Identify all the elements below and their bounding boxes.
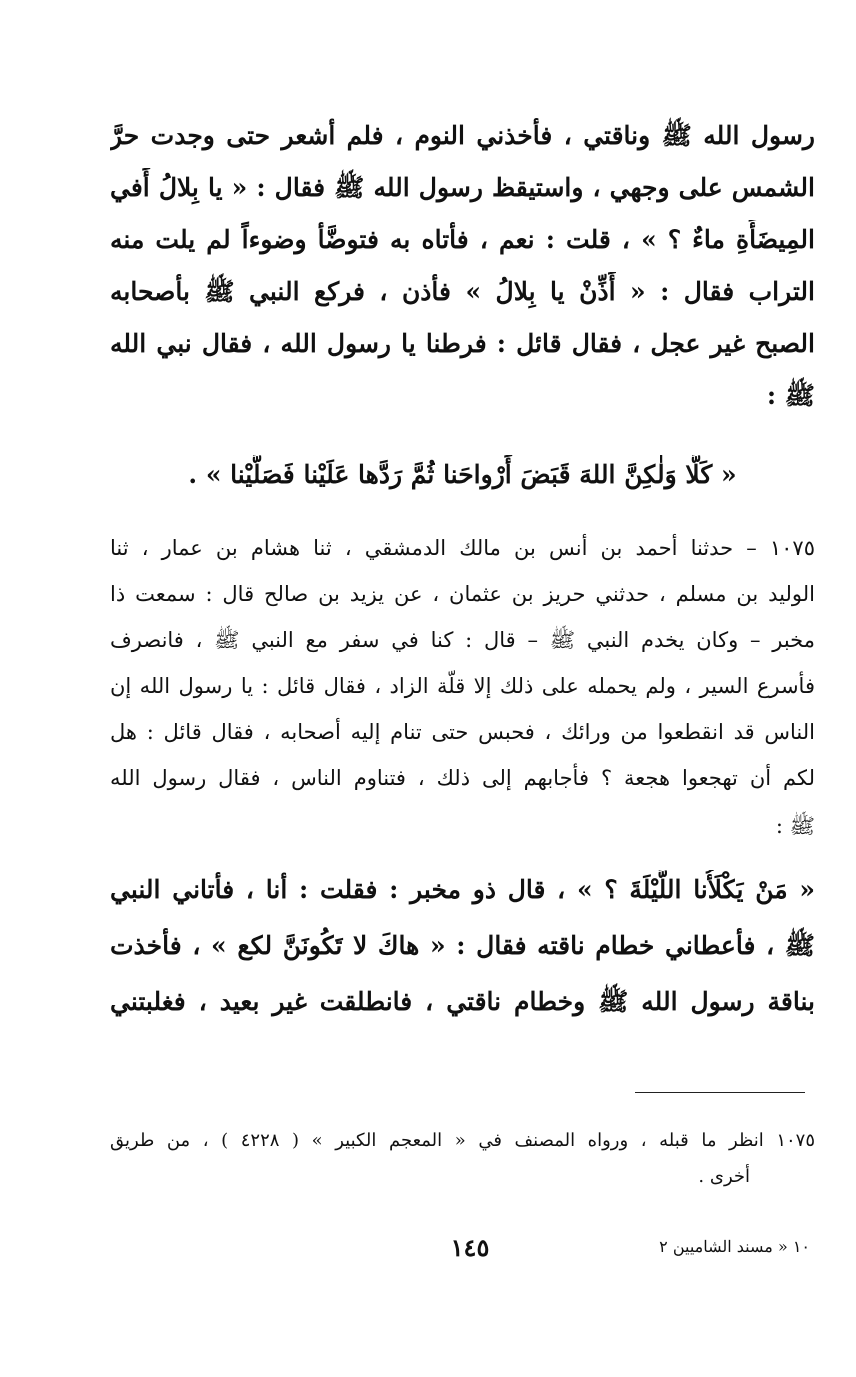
volume-signature: ١٠ « مسند الشاميين ٢: [659, 1237, 810, 1256]
text-line: الصبح غير عجل ، فقال قائل : فرطنا يا رسول الله ، فقال نبي الله: [110, 329, 815, 358]
text-line: المِيضَأَةِ ماءٌ ؟ » ، قلت : نعم ، فأتاه به فتوضَّأ وضوءاً لم يلت منه: [110, 225, 815, 254]
quoted-saying: « كَلَّا وَلٰكِنَّ اللهَ قَبَضَ أَرْواحَنا ثُمَّ رَدَّها عَلَيْنا فَصَلَّيْنا » .: [188, 460, 737, 489]
text-line: رسول الله ﷺ وناقتي ، فأخذني النوم ، فلم أشعر حتى وجدت حرَّ: [110, 121, 815, 150]
hadith-line: ١٠٧٥ – حدثنا أحمد بن أنس بن مالك الدمشقي ، ثنا هشام بن عمار ، ثنا: [110, 536, 815, 560]
hadith-line: فأسرع السير ، ولم يحمله على ذلك إلا قلّة الزاد ، فقال قائل : يا رسول الله إن: [110, 674, 815, 698]
text-line: ﷺ :: [766, 381, 815, 410]
hadith-line: مخبر – وكان يخدم النبي ﷺ – قال : كنا في سفر مع النبي ﷺ ، فانصرف: [110, 628, 815, 652]
hadith-line: ﷺ :: [775, 814, 815, 838]
text-line: التراب فقال : « أَذِّنْ يا بِلالُ » فأذن ، فركع النبي ﷺ بأصحابه: [110, 277, 815, 306]
hadith-line: لكم أن تهجعوا هجعة ؟ فأجابهم إلى ذلك ، فتناوم الناس ، فقال رسول الله: [110, 766, 815, 790]
hadith-line: الناس قد انقطعوا من ورائك ، فحبس حتى تنام إليه أصحابه ، فقال قائل : هل: [110, 720, 815, 744]
text-line: ﷺ ، فأعطاني خطام ناقته فقال : « هاكَ لا تَكُونَنَّ لكع » ، فأخذت: [110, 931, 815, 960]
footnote-separator: [635, 1092, 805, 1093]
page-number: ١٤٥: [450, 1233, 490, 1262]
footnote-line: ١٠٧٥ انظر ما قبله ، ورواه المصنف في « المعجم الكبير » ( ٤٢٢٨ ) ، من طريق: [110, 1130, 815, 1151]
text-line: الشمس على وجهي ، واستيقظ رسول الله ﷺ فقال : « يا بِلالُ أَفي: [110, 173, 815, 202]
text-line: بناقة رسول الله ﷺ وخطام ناقتي ، فانطلقت غير بعيد ، فغلبتني: [110, 987, 815, 1016]
hadith-line: الوليد بن مسلم ، حدثني حريز بن عثمان ، عن يزيد بن صالح قال : سمعت ذا: [110, 582, 815, 606]
footnote-line: أخرى .: [698, 1166, 750, 1187]
text-line: « مَنْ يَكْلَأُنا اللَّيْلَةَ ؟ » ، قال ذو مخبر : فقلت : أنا ، فأتاني النبي: [110, 875, 815, 904]
